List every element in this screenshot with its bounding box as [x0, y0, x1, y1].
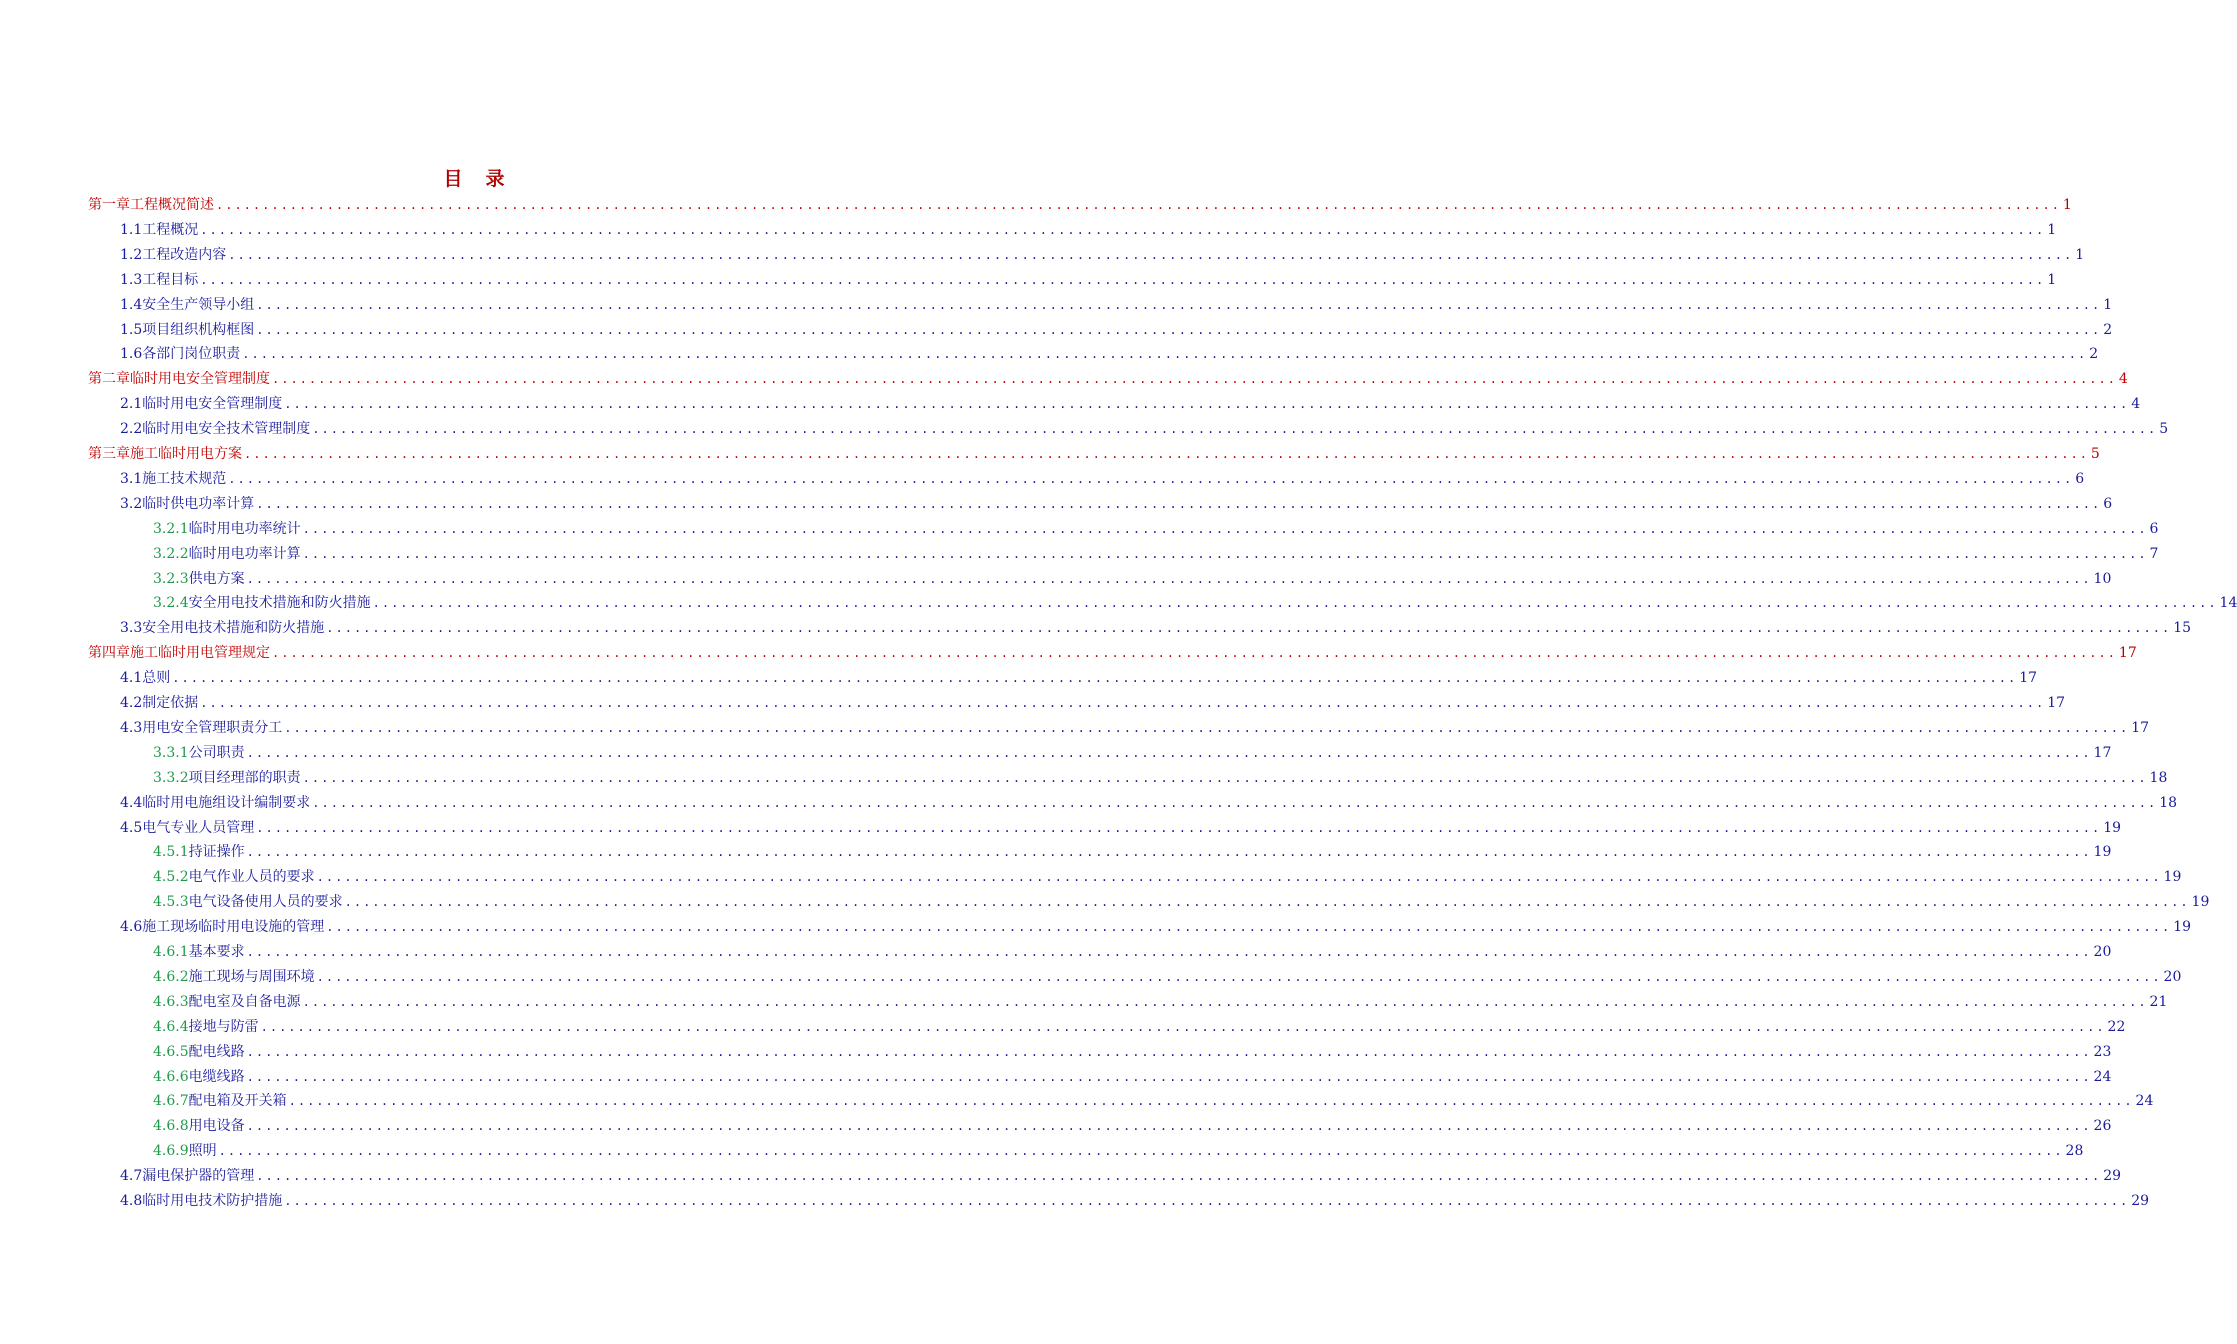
- toc-entry-number: 1.3: [120, 271, 143, 288]
- toc-entry[interactable]: [120, 716, 2150, 741]
- toc-dot-leader: ........................................................................................................................................................................................................: [246, 1069, 2092, 1084]
- toc-dot-leader: ........................................................................................................................................................................................................: [288, 1094, 2134, 1109]
- toc-dot-leader: ........................................................................................................................................................................................................: [344, 895, 2190, 910]
- toc-dot-leader: ........................................................................................................................................................................................................: [246, 571, 2092, 586]
- toc-page-number: 1: [2047, 271, 2057, 288]
- toc-entry[interactable]: [153, 517, 2159, 542]
- toc-entry-title: 工程改造内容: [142, 246, 227, 263]
- toc-dot-leader: ........................................................................................................................................................................................................: [256, 322, 2102, 337]
- toc-entry-number: 4.6.1: [153, 944, 189, 960]
- toc-entry[interactable]: [120, 392, 2141, 417]
- toc-entry[interactable]: [120, 1164, 2122, 1189]
- toc-page-number: 10: [2093, 570, 2112, 587]
- toc-entry-number: 4.6.5: [153, 1043, 189, 1060]
- toc-entry-number: 4.4: [120, 794, 143, 811]
- toc-dot-leader: ........................................................................................................................................................................................................: [284, 397, 2130, 412]
- toc-entry-number: 1.4: [120, 296, 143, 313]
- toc-page-number: 22: [2107, 1018, 2126, 1035]
- toc-entry-number: 2.1: [120, 396, 143, 413]
- toc-page-number: 1: [2047, 221, 2057, 238]
- toc-entry-number: 4.6.8: [153, 1118, 189, 1135]
- toc-page-number: 6: [2149, 520, 2159, 537]
- toc-entry-number: 4.6.2: [153, 968, 189, 985]
- page-title: 目 录: [443, 168, 507, 190]
- toc-entry-number: 4.5.3: [153, 894, 189, 911]
- toc-page-number: 4: [2118, 371, 2128, 388]
- toc-entry[interactable]: [120, 666, 2038, 691]
- toc-entry-number: 1.1: [120, 221, 143, 238]
- toc-page-number: 23: [2093, 1043, 2112, 1060]
- toc-entry-title: 施工现场临时用电设施的管理: [142, 919, 325, 936]
- toc-page-number: 18: [2149, 769, 2168, 786]
- toc-dot-leader: ........................................................................................................................................................................................................: [312, 422, 2158, 437]
- toc-page-number: 17: [2019, 670, 2038, 687]
- toc-dot-leader: ........................................................................................................................................................................................................: [272, 372, 2117, 387]
- toc-entry-number: 4.6.4: [153, 1018, 189, 1035]
- toc-dot-leader: ........................................................................................................................................................................................................: [256, 297, 2102, 312]
- toc-entry-title: 电气设备使用人员的要求: [188, 894, 343, 911]
- toc-entry[interactable]: [153, 591, 2237, 616]
- toc-page-number: 4: [2131, 396, 2141, 413]
- toc-entry-number: 3.2.4: [153, 595, 189, 612]
- toc-dot-leader: ........................................................................................................................................................................................................: [200, 222, 2046, 237]
- toc-entry-number: 3.2.2: [153, 545, 189, 562]
- toc-dot-leader: ........................................................................................................................................................................................................: [260, 1019, 2106, 1034]
- toc-dot-leader: ........................................................................................................................................................................................................: [326, 621, 2172, 636]
- toc-entry-title: 公司职责: [188, 744, 245, 761]
- toc-entry-number: 3.3: [120, 620, 143, 637]
- toc-entry-title: 安全生产领导小组: [142, 296, 255, 313]
- toc-entry[interactable]: [120, 342, 2099, 367]
- toc-entry-number: 4.6.6: [153, 1068, 189, 1085]
- toc-dot-leader: ........................................................................................................................................................................................................: [316, 969, 2162, 984]
- toc-entry-title: 制定依据: [142, 695, 199, 711]
- toc-page-number: 15: [2173, 620, 2192, 637]
- toc-entry-title: 总则: [142, 670, 171, 687]
- toc-entry-title: 电气作业人员的要求: [188, 869, 315, 886]
- toc-entry[interactable]: [153, 1114, 2112, 1139]
- toc-entry-title: 临时用电施组设计编制要求: [142, 794, 311, 811]
- toc-entry[interactable]: [120, 791, 2178, 816]
- toc-entry-title: 配电箱及开关箱: [188, 1093, 287, 1110]
- toc-entry-number: 4.8: [120, 1193, 143, 1209]
- toc-entry[interactable]: [120, 492, 2113, 517]
- toc-entry-title: 临时用电安全管理制度: [130, 371, 270, 388]
- toc-entry-title: 临时用电安全技术管理制度: [142, 421, 311, 438]
- toc-entry[interactable]: [120, 293, 2113, 318]
- toc-entry[interactable]: [120, 1189, 2150, 1214]
- toc-entry-title: 电气专业人员管理: [142, 819, 255, 836]
- toc-entry[interactable]: [153, 1089, 2154, 1114]
- toc-entry-number: 1.2: [120, 246, 143, 263]
- toc-entry[interactable]: [153, 865, 2182, 890]
- toc-entry[interactable]: [120, 816, 2122, 841]
- toc-entry[interactable]: [120, 417, 2169, 442]
- toc-entry-title: 配电线路: [188, 1043, 245, 1060]
- toc-entry[interactable]: [153, 840, 2112, 865]
- toc-entry-number: 2.2: [120, 421, 143, 438]
- toc-page-number: 5: [2090, 446, 2100, 462]
- toc-page-number: 17: [2131, 719, 2150, 736]
- toc-entry[interactable]: [88, 193, 2072, 218]
- toc-entry[interactable]: [153, 1040, 2112, 1065]
- toc-dot-leader: ........................................................................................................................................................................................................: [302, 770, 2148, 785]
- toc-entry-title: 用电安全管理职责分工: [142, 719, 283, 736]
- toc-page-number: 1: [2062, 197, 2072, 213]
- toc-entry[interactable]: [153, 1015, 2126, 1040]
- toc-entry-number: 4.3: [120, 719, 143, 736]
- toc-page-number: 29: [2103, 1168, 2122, 1185]
- toc-dot-leader: ........................................................................................................................................................................................................: [326, 920, 2172, 935]
- toc-dot-leader: ........................................................................................................................................................................................................: [216, 198, 2061, 212]
- toc-page-number: 19: [2191, 894, 2210, 911]
- toc-entry[interactable]: [153, 567, 2112, 592]
- toc-page-number: 20: [2093, 944, 2112, 960]
- toc-page-number: 18: [2159, 794, 2178, 811]
- toc-entry-title: 工程概况: [142, 221, 199, 238]
- toc-page-number: 24: [2135, 1093, 2154, 1110]
- toc-entry[interactable]: [153, 741, 2112, 766]
- toc-page-number: 19: [2163, 869, 2182, 886]
- toc-dot-leader: ........................................................................................................................................................................................................: [284, 1194, 2130, 1208]
- toc-entry[interactable]: [153, 1139, 2084, 1164]
- toc-dot-leader: ........................................................................................................................................................................................................: [246, 845, 2092, 860]
- toc-entry-title: 项目组织机构框图: [142, 321, 255, 338]
- toc-entry-number: 4.5: [120, 819, 143, 836]
- toc-dot-leader: ........................................................................................................................................................................................................: [246, 1044, 2092, 1059]
- toc-entry[interactable]: [153, 1065, 2112, 1090]
- toc-entry-title: 接地与防雷: [188, 1018, 259, 1035]
- toc-entry-title: 配电室及自备电源: [188, 993, 301, 1010]
- toc-entry-title: 照明: [188, 1143, 217, 1160]
- toc-entry-number: 3.3.1: [153, 744, 189, 761]
- toc-entry-number: 4.6: [120, 919, 143, 936]
- toc-entry[interactable]: [120, 691, 2066, 716]
- toc-page-number: 7: [2149, 545, 2159, 562]
- toc-page-number: 14: [2219, 595, 2237, 612]
- toc-entry-number: 3.1: [120, 470, 143, 487]
- toc-dot-leader: ........................................................................................................................................................................................................: [302, 546, 2148, 561]
- toc-entry[interactable]: [153, 542, 2159, 567]
- toc-entry[interactable]: [120, 915, 2192, 940]
- toc-dot-leader: ........................................................................................................................................................................................................: [316, 870, 2162, 885]
- toc-entry[interactable]: [153, 990, 2168, 1015]
- toc-page-number: 6: [2103, 495, 2113, 512]
- toc-page-number: 20: [2163, 968, 2182, 985]
- toc-entry-title: 漏电保护器的管理: [142, 1168, 255, 1185]
- toc-page-number: 17: [2093, 744, 2112, 761]
- toc-entry-number: 3.2.1: [153, 520, 189, 537]
- toc-entry[interactable]: [88, 367, 2128, 392]
- toc-entry[interactable]: [153, 766, 2168, 791]
- toc-dot-leader: ........................................................................................................................................................................................................: [256, 820, 2102, 835]
- toc-dot-leader: ........................................................................................................................................................................................................: [302, 521, 2148, 536]
- toc-entry[interactable]: [120, 318, 2113, 343]
- toc-dot-leader: ........................................................................................................................................................................................................: [272, 646, 2117, 661]
- toc-dot-leader: ........................................................................................................................................................................................................: [256, 496, 2102, 511]
- toc-entry-number: 1.5: [120, 321, 143, 338]
- toc-entry-number: 4.6.7: [153, 1093, 189, 1110]
- toc-dot-leader: ........................................................................................................................................................................................................: [302, 994, 2148, 1009]
- toc-page-number: 1: [2103, 296, 2113, 313]
- toc-entry-number: 4.5.1: [153, 844, 189, 861]
- toc-dot-leader: ........................................................................................................................................................................................................: [246, 745, 2092, 760]
- toc-page-number: 26: [2093, 1118, 2112, 1135]
- toc-entry-title: 临时用电技术防护措施: [142, 1193, 283, 1209]
- toc-entry-number: 4.6.3: [153, 993, 189, 1010]
- toc-entry[interactable]: [88, 641, 2137, 666]
- toc-entry[interactable]: [88, 442, 2100, 467]
- toc-entry-number: 3.2.3: [153, 570, 189, 587]
- toc-entry-number: 4.1: [120, 670, 143, 687]
- toc-entry[interactable]: [153, 890, 2210, 915]
- toc-entry[interactable]: [120, 268, 2057, 293]
- toc-entry-number: 第三章: [88, 446, 130, 462]
- toc-entry-title: 基本要求: [188, 944, 245, 960]
- toc-page-number: 5: [2159, 421, 2169, 438]
- toc-entry-title: 项目经理部的职责: [188, 769, 301, 786]
- toc-page-number: 19: [2093, 844, 2112, 861]
- toc-page-number: 2: [2089, 346, 2099, 363]
- toc-page-number: 21: [2149, 993, 2168, 1010]
- toc-entry-title: 临时用电安全管理制度: [142, 396, 283, 413]
- toc-dot-leader: ........................................................................................................................................................................................................: [242, 347, 2088, 362]
- toc-entry[interactable]: [120, 218, 2057, 243]
- toc-entry-number: 4.5.2: [153, 869, 189, 886]
- toc-entry-title: 持证操作: [188, 844, 245, 861]
- toc-entry-title: 临时用电功率计算: [188, 545, 301, 562]
- toc-dot-leader: ........................................................................................................................................................................................................: [200, 696, 2046, 710]
- toc-page-number: 17: [2118, 645, 2137, 662]
- toc-entry-title: 临时供电功率计算: [142, 495, 255, 512]
- toc-entry-title: 临时用电功率统计: [188, 520, 301, 537]
- toc-page-number: 24: [2093, 1068, 2112, 1085]
- toc-entry-title: 安全用电技术措施和防火措施: [142, 620, 325, 637]
- toc-page-number: 17: [2047, 695, 2066, 711]
- toc-entry-title: 各部门岗位职责: [142, 346, 241, 363]
- toc-page-number: 29: [2131, 1193, 2150, 1209]
- toc-entry-number: 1.6: [120, 346, 143, 363]
- toc-page-number: 28: [2065, 1143, 2084, 1160]
- toc-dot-leader: ........................................................................................................................................................................................................: [246, 1119, 2092, 1134]
- toc-entry-number: 4.2: [120, 695, 143, 711]
- toc-entry-title: 工程概况简述: [130, 197, 214, 213]
- toc-entry-number: 3.3.2: [153, 769, 189, 786]
- toc-dot-leader: ........................................................................................................................................................................................................: [312, 795, 2158, 810]
- toc-dot-leader: ........................................................................................................................................................................................................: [372, 596, 2218, 611]
- toc-dot-leader: ........................................................................................................................................................................................................: [228, 247, 2074, 262]
- toc-entry-title: 安全用电技术措施和防火措施: [188, 595, 371, 612]
- toc-entry-number: 第一章: [88, 197, 130, 213]
- toc-entry-number: 4.6.9: [153, 1143, 189, 1160]
- toc-entry[interactable]: [120, 467, 2085, 492]
- toc-entry-title: 施工临时用电管理规定: [130, 645, 270, 662]
- toc-dot-leader: ........................................................................................................................................................................................................: [284, 720, 2130, 735]
- toc-dot-leader: ........................................................................................................................................................................................................: [200, 272, 2046, 287]
- toc-entry-number: 第二章: [88, 371, 130, 388]
- toc-entry-title: 用电设备: [188, 1118, 245, 1135]
- toc-dot-leader: ........................................................................................................................................................................................................: [256, 1169, 2102, 1184]
- toc-entry-title: 施工技术规范: [142, 470, 227, 487]
- toc-dot-leader: ........................................................................................................................................................................................................: [246, 945, 2092, 959]
- toc-entry-title: 施工现场与周围环境: [188, 968, 315, 985]
- toc-entry-number: 3.2: [120, 495, 143, 512]
- toc-entry-title: 电缆线路: [188, 1068, 245, 1085]
- toc-dot-leader: ........................................................................................................................................................................................................: [172, 671, 2018, 686]
- toc-entry-number: 4.7: [120, 1168, 143, 1185]
- toc-page-number: 6: [2075, 470, 2085, 487]
- toc-entry-title: 施工临时用电方案: [130, 446, 242, 462]
- toc-entry[interactable]: [120, 616, 2192, 641]
- toc-dot-leader: ........................................................................................................................................................................................................: [218, 1144, 2064, 1159]
- toc-dot-leader: ........................................................................................................................................................................................................: [228, 471, 2074, 486]
- toc-page-number: 1: [2075, 246, 2085, 263]
- toc-page-number: 19: [2103, 819, 2122, 836]
- toc-entry[interactable]: [120, 243, 2085, 268]
- toc-dot-leader: ........................................................................................................................................................................................................: [244, 447, 2089, 461]
- toc-entry[interactable]: [153, 940, 2112, 965]
- toc-page-number: 19: [2173, 919, 2192, 936]
- toc-entry-number: 第四章: [88, 645, 130, 662]
- toc-entry-title: 工程目标: [142, 271, 199, 288]
- toc-page-number: 2: [2103, 321, 2113, 338]
- toc-entry-title: 供电方案: [188, 570, 245, 587]
- toc-entry[interactable]: [153, 965, 2182, 990]
